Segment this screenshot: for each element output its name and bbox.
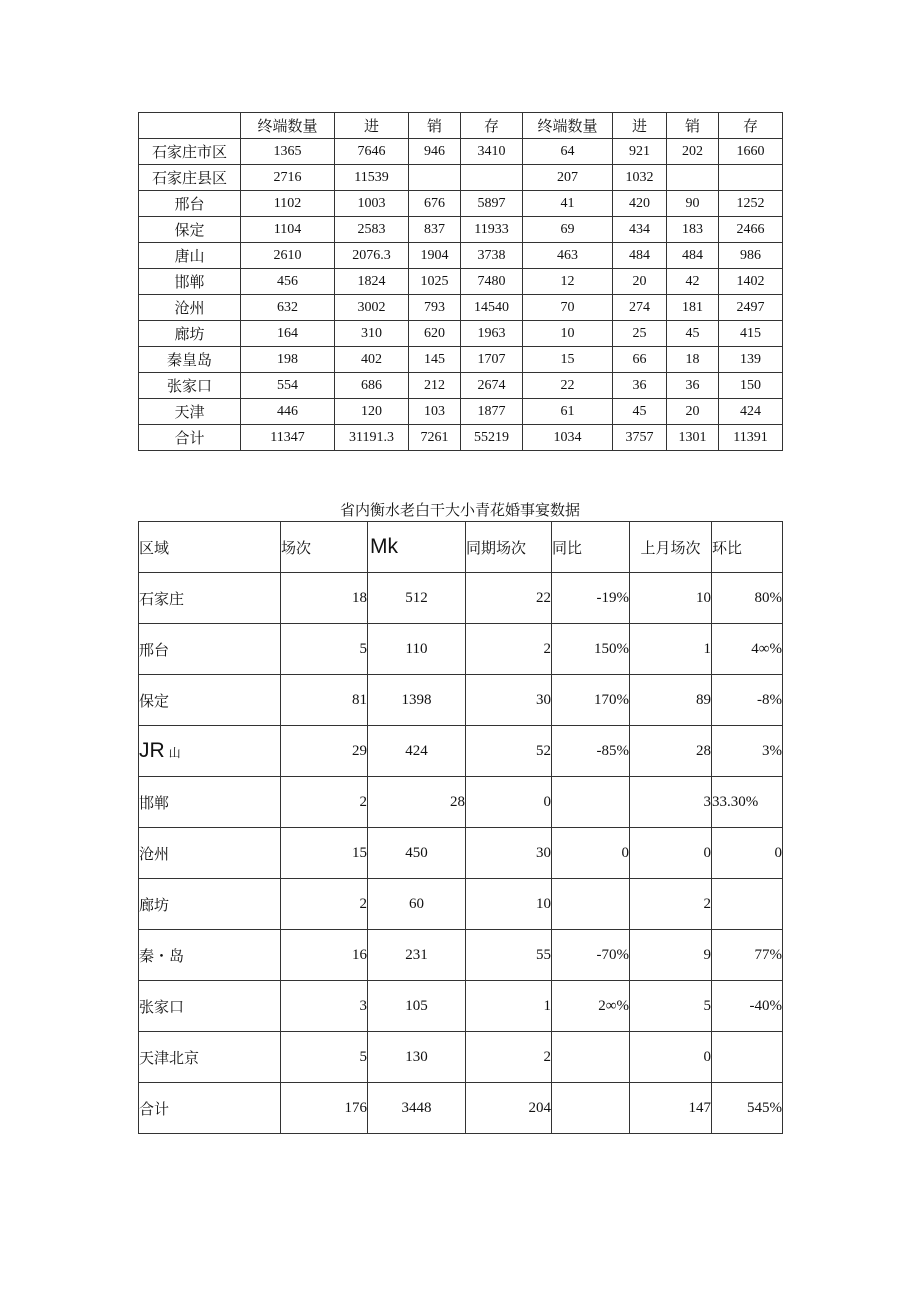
table-cell: 45: [613, 399, 667, 425]
column-header: 同期场次: [466, 522, 552, 573]
table-cell: 15: [523, 347, 613, 373]
table-cell: 512: [368, 573, 466, 624]
table-cell: 415: [719, 321, 783, 347]
table-cell: 1963: [461, 321, 523, 347]
table-cell: 70: [523, 295, 613, 321]
table-cell: [552, 1032, 630, 1083]
table-cell: 25: [613, 321, 667, 347]
table-row: [139, 726, 783, 777]
table-cell: 2: [281, 879, 368, 930]
table-cell: 202: [667, 139, 719, 165]
table-cell: -8%: [712, 675, 783, 726]
table-cell: 7261: [409, 425, 461, 451]
table-cell: 1877: [461, 399, 523, 425]
row-label: 廊坊: [139, 321, 241, 347]
table-cell: 33.30%: [712, 777, 783, 828]
table-cell: 20: [613, 269, 667, 295]
table-row: [139, 828, 783, 879]
table-row: [139, 347, 783, 373]
table-cell: 30: [466, 675, 552, 726]
table-cell: 1102: [241, 191, 335, 217]
row-label-suffix: 山: [168, 746, 181, 760]
table-cell: 150%: [552, 624, 630, 675]
table-cell: 77%: [712, 930, 783, 981]
column-header: 环比: [712, 522, 783, 573]
table-cell: [552, 777, 630, 828]
row-label: 合计: [139, 425, 241, 451]
table-cell: 1398: [368, 675, 466, 726]
row-label: 邯郸: [139, 777, 281, 828]
table-cell: 2583: [335, 217, 409, 243]
table-cell: 686: [335, 373, 409, 399]
table-cell: 2674: [461, 373, 523, 399]
table-cell: 3738: [461, 243, 523, 269]
table-cell: 632: [241, 295, 335, 321]
table-cell: 5: [630, 981, 712, 1032]
table-cell: -40%: [712, 981, 783, 1032]
table-cell: 2076.3: [335, 243, 409, 269]
row-label: 秦・岛: [139, 930, 281, 981]
row-label: 保定: [139, 217, 241, 243]
row-label: 张家口: [139, 981, 281, 1032]
column-header: 存: [719, 113, 783, 139]
table-row: [139, 879, 783, 930]
table-row: [139, 373, 783, 399]
column-header: 同比: [552, 522, 630, 573]
table-cell: 7480: [461, 269, 523, 295]
row-label: 石家庄县区: [139, 165, 241, 191]
table-cell: 10: [523, 321, 613, 347]
column-header: 场次: [281, 522, 368, 573]
table-cell: 1402: [719, 269, 783, 295]
table-cell: [712, 1032, 783, 1083]
table-cell: 18: [281, 573, 368, 624]
banquet-data-table: [138, 521, 783, 1134]
table-cell: 31191.3: [335, 425, 409, 451]
table-cell: 2497: [719, 295, 783, 321]
table-cell: 16: [281, 930, 368, 981]
table-cell: 69: [523, 217, 613, 243]
column-header: [139, 113, 241, 139]
table-cell: -70%: [552, 930, 630, 981]
table-cell: 55: [466, 930, 552, 981]
table-cell: 1252: [719, 191, 783, 217]
table-row: [139, 165, 783, 191]
row-label: 张家口: [139, 373, 241, 399]
table-cell: 2: [630, 879, 712, 930]
table-cell: 60: [368, 879, 466, 930]
row-label: 秦皇岛: [139, 347, 241, 373]
table-row: [139, 399, 783, 425]
table-cell: 837: [409, 217, 461, 243]
table-row: [139, 269, 783, 295]
terminal-stock-table: [138, 112, 783, 451]
column-header: 进: [613, 113, 667, 139]
table-cell: 310: [335, 321, 409, 347]
table-cell: [409, 165, 461, 191]
table-cell: 2466: [719, 217, 783, 243]
table-cell: 1365: [241, 139, 335, 165]
table-cell: 3448: [368, 1083, 466, 1134]
table-cell: 554: [241, 373, 335, 399]
table-cell: 204: [466, 1083, 552, 1134]
table-cell: 424: [719, 399, 783, 425]
table-cell: 2: [466, 1032, 552, 1083]
table-cell: 139: [719, 347, 783, 373]
table-cell: 463: [523, 243, 613, 269]
table-cell: 1904: [409, 243, 461, 269]
table-cell: 946: [409, 139, 461, 165]
row-label-text: JR: [139, 739, 165, 762]
table-row: [139, 295, 783, 321]
table-cell: 484: [667, 243, 719, 269]
table-cell: 1824: [335, 269, 409, 295]
column-header: 区域: [139, 522, 281, 573]
column-header: 销: [667, 113, 719, 139]
table-row: [139, 1083, 783, 1134]
table-row: [139, 425, 783, 451]
table-cell: 1660: [719, 139, 783, 165]
column-header: 上月场次: [630, 522, 712, 573]
table-cell: 22: [466, 573, 552, 624]
table-cell: 3757: [613, 425, 667, 451]
table-cell: 36: [613, 373, 667, 399]
table-cell: 424: [368, 726, 466, 777]
table-cell: 484: [613, 243, 667, 269]
table-cell: [461, 165, 523, 191]
table-cell: 28: [368, 777, 466, 828]
table-cell: 36: [667, 373, 719, 399]
table-row: [139, 321, 783, 347]
table-cell: 402: [335, 347, 409, 373]
table-header-row: [139, 113, 783, 139]
table-cell: 11539: [335, 165, 409, 191]
column-header: 销: [409, 113, 461, 139]
table-cell: 0: [552, 828, 630, 879]
table-cell: 5897: [461, 191, 523, 217]
table-cell: 2∞%: [552, 981, 630, 1032]
table-cell: 986: [719, 243, 783, 269]
table-cell: 42: [667, 269, 719, 295]
table-cell: 274: [613, 295, 667, 321]
table-cell: [552, 879, 630, 930]
table-cell: 450: [368, 828, 466, 879]
table-row: [139, 1032, 783, 1083]
table-cell: 105: [368, 981, 466, 1032]
table-cell: 66: [613, 347, 667, 373]
table-row: [139, 930, 783, 981]
row-label: 廊坊: [139, 879, 281, 930]
table-cell: 231: [368, 930, 466, 981]
row-label: 沧州: [139, 295, 241, 321]
table-cell: 80%: [712, 573, 783, 624]
table-row: [139, 981, 783, 1032]
table-cell: 2610: [241, 243, 335, 269]
row-label: 沧州: [139, 828, 281, 879]
table-cell: 456: [241, 269, 335, 295]
table-cell: 1104: [241, 217, 335, 243]
table-cell: 18: [667, 347, 719, 373]
table-cell: 3: [281, 981, 368, 1032]
table-cell: 1025: [409, 269, 461, 295]
table-cell: 2716: [241, 165, 335, 191]
table-cell: 4∞%: [712, 624, 783, 675]
table-cell: 7646: [335, 139, 409, 165]
table-cell: 29: [281, 726, 368, 777]
table-row: [139, 777, 783, 828]
table-cell: 1301: [667, 425, 719, 451]
table-cell: 55219: [461, 425, 523, 451]
table-cell: 90: [667, 191, 719, 217]
table-cell: 1003: [335, 191, 409, 217]
table-row: [139, 191, 783, 217]
table-cell: 0: [466, 777, 552, 828]
table-cell: 676: [409, 191, 461, 217]
table-cell: 3: [630, 777, 712, 828]
table-cell: 176: [281, 1083, 368, 1134]
table-cell: 11933: [461, 217, 523, 243]
table-cell: 89: [630, 675, 712, 726]
table-cell: 2: [466, 624, 552, 675]
column-header: Mk: [368, 522, 466, 573]
row-label: 合计: [139, 1083, 281, 1134]
table-cell: -19%: [552, 573, 630, 624]
row-label: 保定: [139, 675, 281, 726]
row-label: 邢台: [139, 624, 281, 675]
table-cell: 45: [667, 321, 719, 347]
table-cell: 5: [281, 1032, 368, 1083]
table-cell: 545%: [712, 1083, 783, 1134]
table-cell: 64: [523, 139, 613, 165]
table-cell: 446: [241, 399, 335, 425]
table-cell: [719, 165, 783, 191]
table-cell: 30: [466, 828, 552, 879]
table-row: [139, 573, 783, 624]
table-cell: 2: [281, 777, 368, 828]
row-label: [139, 726, 281, 777]
table-cell: 145: [409, 347, 461, 373]
table-cell: [667, 165, 719, 191]
table-row: [139, 624, 783, 675]
table-cell: 150: [719, 373, 783, 399]
table-cell: 3410: [461, 139, 523, 165]
table-cell: 3002: [335, 295, 409, 321]
table-cell: 9: [630, 930, 712, 981]
table-cell: 181: [667, 295, 719, 321]
table-cell: 170%: [552, 675, 630, 726]
table-cell: 793: [409, 295, 461, 321]
row-label: 邯郸: [139, 269, 241, 295]
table-cell: 1707: [461, 347, 523, 373]
table-cell: 10: [466, 879, 552, 930]
table-cell: 434: [613, 217, 667, 243]
table-cell: 52: [466, 726, 552, 777]
table-cell: 212: [409, 373, 461, 399]
row-label: 天津北京: [139, 1032, 281, 1083]
table-cell: 11391: [719, 425, 783, 451]
table-cell: 620: [409, 321, 461, 347]
table-cell: 420: [613, 191, 667, 217]
table-cell: 12: [523, 269, 613, 295]
table-cell: -85%: [552, 726, 630, 777]
row-label: 唐山: [139, 243, 241, 269]
table-cell: 22: [523, 373, 613, 399]
table-cell: 1034: [523, 425, 613, 451]
table-cell: 81: [281, 675, 368, 726]
table-cell: 207: [523, 165, 613, 191]
table-row: [139, 243, 783, 269]
table-cell: 5: [281, 624, 368, 675]
table-cell: 1: [630, 624, 712, 675]
table-cell: 103: [409, 399, 461, 425]
table-cell: 0: [712, 828, 783, 879]
column-header: 终端数量: [241, 113, 335, 139]
column-header: 存: [461, 113, 523, 139]
table-cell: 921: [613, 139, 667, 165]
table-cell: 20: [667, 399, 719, 425]
column-header: 终端数量: [523, 113, 613, 139]
table-cell: 164: [241, 321, 335, 347]
row-label: 天津: [139, 399, 241, 425]
table-row: [139, 675, 783, 726]
table-row: [139, 139, 783, 165]
table-cell: 120: [335, 399, 409, 425]
table-cell: 0: [630, 1032, 712, 1083]
table-cell: 183: [667, 217, 719, 243]
table-row: [139, 217, 783, 243]
table-cell: [712, 879, 783, 930]
table-cell: 61: [523, 399, 613, 425]
table-cell: [552, 1083, 630, 1134]
table-cell: 3%: [712, 726, 783, 777]
table-cell: 0: [630, 828, 712, 879]
table-cell: 110: [368, 624, 466, 675]
table-cell: 1032: [613, 165, 667, 191]
table-header-row: [139, 522, 783, 573]
table-cell: 147: [630, 1083, 712, 1134]
table-cell: 1: [466, 981, 552, 1032]
banquet-table-title: 省内衡水老白干大小青花婚事宴数据: [339, 501, 580, 519]
table-cell: 41: [523, 191, 613, 217]
row-label: 石家庄市区: [139, 139, 241, 165]
table-cell: 11347: [241, 425, 335, 451]
row-label: 邢台: [139, 191, 241, 217]
table-cell: 198: [241, 347, 335, 373]
column-header: 进: [335, 113, 409, 139]
table-cell: 14540: [461, 295, 523, 321]
table-cell: 130: [368, 1032, 466, 1083]
table-cell: 15: [281, 828, 368, 879]
table-cell: 10: [630, 573, 712, 624]
table-cell: 28: [630, 726, 712, 777]
row-label: 石家庄: [139, 573, 281, 624]
